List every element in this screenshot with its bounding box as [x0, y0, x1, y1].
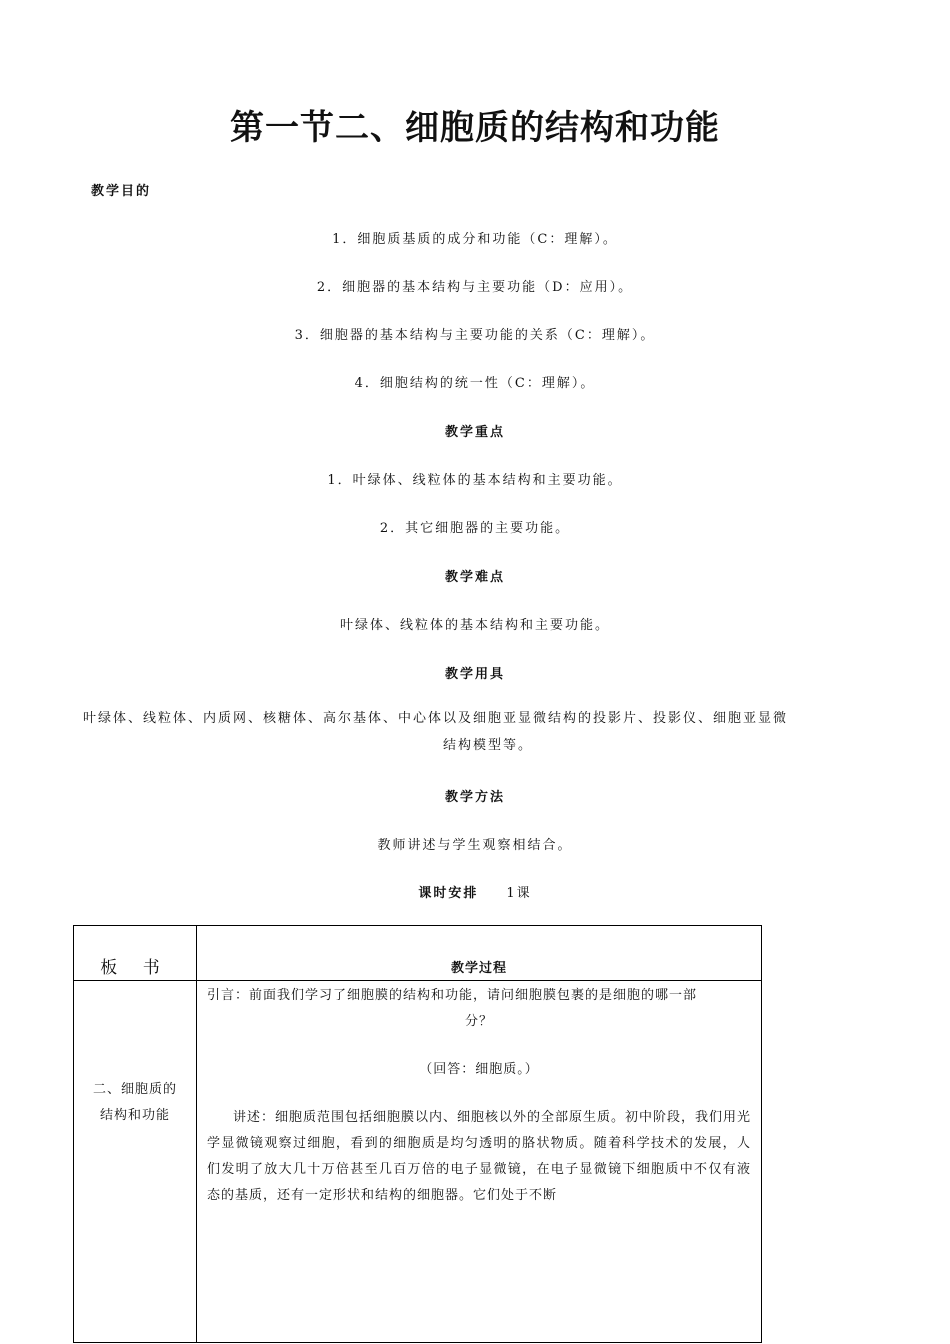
intro-line-1: 引言：前面我们学习了细胞膜的结构和功能，请问细胞膜包裹的是细胞的哪一部	[207, 988, 698, 1003]
table-header-row	[74, 926, 762, 981]
table-row	[74, 981, 762, 1343]
teaching-process-table	[73, 925, 762, 1343]
schedule-heading: 课时安排	[418, 886, 479, 901]
difficulties-heading: 教学难点	[444, 570, 505, 585]
page-title: 第一节二、细胞质的结构和功能	[230, 108, 720, 148]
tools-text-line-2: 结构模型等。	[442, 738, 533, 753]
answer-text: （回答：细胞质。）	[419, 1062, 539, 1077]
objective-item-4: 4．细胞结构的统一性（C：理解）。	[354, 376, 596, 391]
board-line-2: 结构和功能	[99, 1108, 170, 1123]
board-line-1: 二、细胞质的	[92, 1082, 177, 1097]
intro-line-2: 分？	[464, 1014, 493, 1029]
key-point-item-2: 2．其它细胞器的主要功能。	[379, 521, 571, 536]
tools-text-line-1: 叶绿体、线粒体、内质网、核糖体、高尔基体、中心体以及细胞亚显微结构的投影片、投影仪、细胞亚显微	[83, 711, 789, 726]
objective-item-1: 1．细胞质基质的成分和功能（C：理解）。	[332, 232, 618, 247]
tools-heading: 教学用具	[444, 667, 505, 682]
tools-text	[83, 705, 868, 759]
objectives-heading: 教学目的	[91, 184, 152, 199]
schedule-value: 1课	[506, 886, 532, 901]
process-cell	[197, 981, 762, 1343]
methods-heading: 教学方法	[444, 790, 505, 805]
schedule-row	[0, 882, 950, 901]
board-cell	[74, 981, 197, 1343]
objective-item-3: 3．细胞器的基本结构与主要功能的关系（C：理解）。	[294, 328, 656, 343]
objective-item-2: 2．细胞器的基本结构与主要功能（D：应用）。	[316, 280, 634, 295]
methods-text: 教师讲述与学生观察相结合。	[377, 838, 573, 853]
key-point-item-1: 1．叶绿体、线粒体的基本结构和主要功能。	[327, 473, 623, 488]
key-points-heading: 教学重点	[444, 425, 505, 440]
difficulties-text: 叶绿体、线粒体的基本结构和主要功能。	[339, 618, 610, 633]
board-header: 板 书	[74, 926, 197, 981]
process-header: 教学过程	[197, 926, 762, 981]
lecture-text: 讲述：细胞质范围包括细胞膜以内、细胞核以外的全部原生质。初中阶段，我们用光学显微镜观察过细胞，看到的细胞质是均匀透明的胳状物质。随着科学技术的发展，人们发明了放大几十万倍甚至几百万倍的电子显微镜，在电子显微镜下细胞质中不仅有液态的基质，还有一定形状和结构的细胞器。它们处于不断	[207, 1110, 752, 1203]
